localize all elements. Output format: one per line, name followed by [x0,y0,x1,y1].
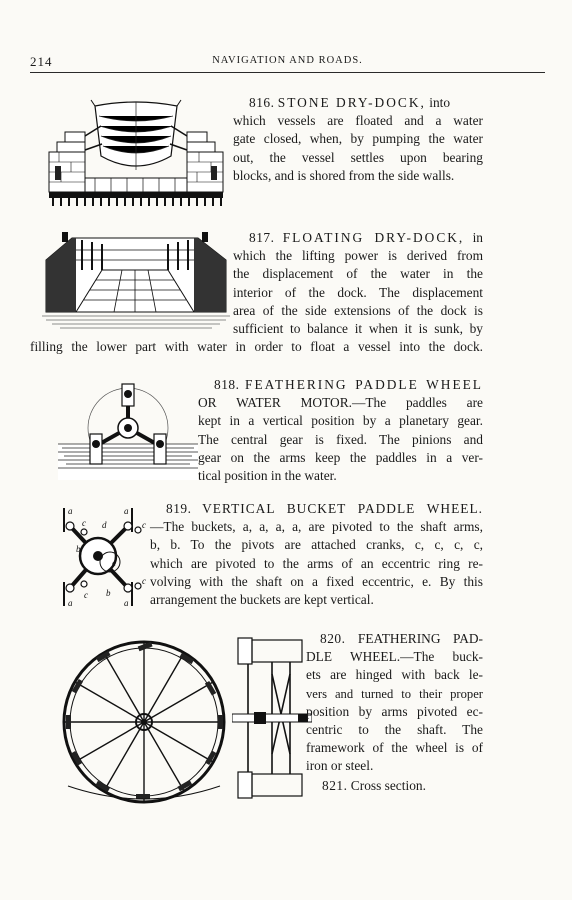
entry-819-number: 819. [166,501,192,516]
entry-819-line: which are pivoted to the arms of an eccentric ring re- [150,555,483,571]
entry-820-line: ets are hinged with back le- [306,667,483,683]
entry-816-line: which vessels are floated and a water [233,113,483,129]
entry-821-number: 821. [322,778,348,793]
entry-819-line: volving with the shaft on a fixed eccentric, e. By this [150,573,483,589]
entry-818-line: The central gear is fixed. The pinions and [198,431,483,447]
fig-label-a: a [68,598,73,608]
entry-820-line: framework of the wheel is of [306,740,483,756]
fig-label-e: e [112,558,116,568]
entry-818-title: FEATHERING PADDLE WHEEL [245,377,483,392]
fig-label-c: c [142,576,146,586]
figure-feathering-paddle-wheel-side [58,636,230,808]
entry-818-line: gear on the arms keep the paddles in a ver- [198,449,483,465]
entry-820-line: vers and turned to their proper [306,686,483,701]
entry-818-number: 818. [214,377,240,392]
fig-label-d: d [102,520,107,530]
figure-cross-section [232,634,312,804]
entry-816-number: 816. [249,95,275,110]
entry-816-line: gate closed, when, by pumping the water [233,131,483,147]
page-number: 214 [30,54,53,69]
fig-label-a: a [124,598,129,608]
fig-label-c: c [82,518,86,528]
running-title: NAVIGATION AND ROADS. [212,55,363,66]
entry-819-text [150,500,483,609]
entry-817-line: which the lifting power is derived from [233,248,483,264]
entry-820-line: position by arms pivoted ec- [306,703,483,719]
entry-818-text [198,376,483,485]
fig-label-b: b [76,544,81,554]
entry-817-line: in [472,230,483,245]
entry-819-line: —The buckets, a, a, a, a, are pivoted to the shaft arms, [150,519,483,535]
fig-label-a: a [68,506,73,516]
entry-820-line: centric to the shaft. The [306,722,483,738]
fig-label-c: c [142,520,146,530]
entry-820-title: FEATHERING PAD- [357,631,483,646]
figure-stone-dry-dock [47,96,225,208]
entry-816-line: into [429,95,451,110]
entry-817-line: filling the lower part with water in order to float a vessel into the dock. [30,339,483,354]
entry-817-line: the displacement of the water in the [233,266,483,282]
entry-821-caption [322,778,426,794]
figure-vertical-bucket-paddle-wheel [56,506,150,610]
entry-819-line: arrangement the buckets are kept vertical. [150,592,374,608]
entry-817-text [233,229,483,338]
entry-821-title: Cross section. [350,778,426,793]
fig-label-a: a [124,506,129,516]
fig-label-b: b [106,588,111,598]
entry-820-number: 820. [320,631,346,646]
entry-816-text [233,94,483,185]
entry-820-text [306,630,483,776]
figure-feathering-paddle-wheel [58,382,198,482]
entry-818-line: tical position in the water. [198,468,337,484]
entry-817-title: FLOATING DRY-DOCK, [282,230,465,245]
entry-818-line: kept in a vertical position by a planetary gear. [198,413,483,429]
entry-816-line: blocks, and is shored from the side walls. [233,167,455,183]
entry-817-line: area of the side extensions of the dock is [233,302,483,318]
fig-label-c: c [84,590,88,600]
figure-floating-dry-dock [42,230,230,330]
entry-818-line: OR WATER MOTOR.—The paddles are [198,395,483,411]
entry-817-line: interior of the dock. The displacement [233,284,483,300]
entry-820-line: DLE WHEEL.—The buck- [306,649,483,665]
entry-817-last-line [30,338,483,356]
entry-817-line: sufficient to balance it when it is sunk, by [233,321,483,337]
page-header [30,54,545,73]
entry-817-number: 817. [249,230,275,245]
entry-819-line: b, b. To the pivots are attached cranks, c, c, c, c, [150,537,483,553]
entry-816-line: out, the vessel settles upon bearing [233,149,483,165]
entry-816-title: STONE DRY-DOCK, [277,95,426,110]
entry-820-line: iron or steel. [306,758,374,774]
entry-819-title: VERTICAL BUCKET PADDLE WHEEL. [202,501,483,516]
